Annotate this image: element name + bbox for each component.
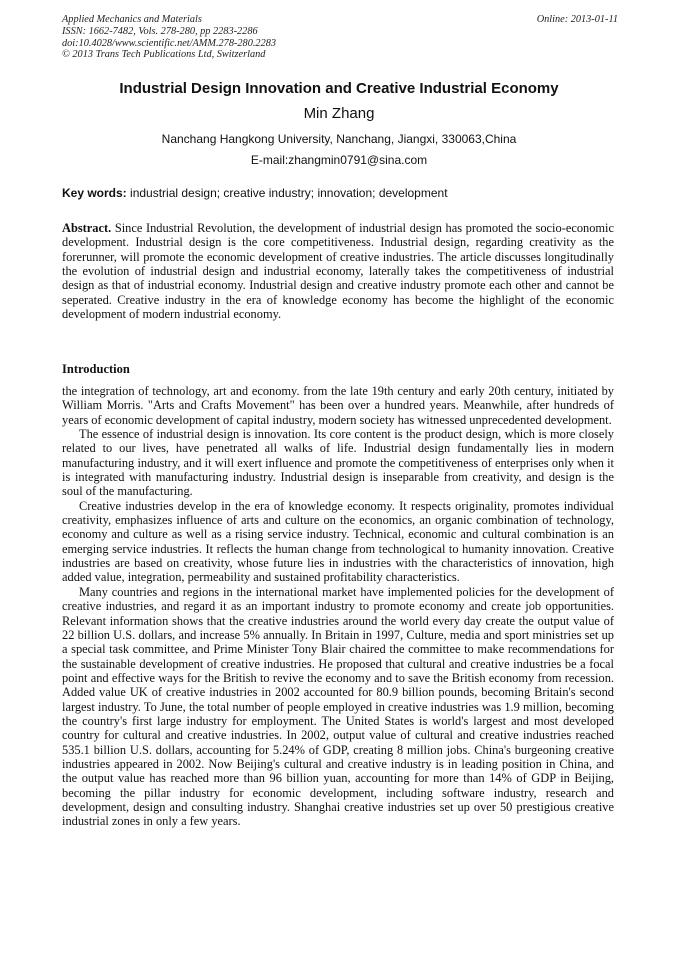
abstract-label: Abstract.: [62, 221, 112, 235]
doi-line: doi:10.4028/www.scientific.net/AMM.278-280.2283: [62, 37, 277, 49]
journal-header: [62, 14, 618, 61]
paragraph: Many countries and regions in the international market have implemented policies for the development of creative industries, and regard it as an important industry to promote economy and create job opportunities. Relevant information shows that the creative industries around the world every day create the output value of 22 billion U.S. dollars, and increase 5% annually. In Britain in 1997, Culture, media and sport ministries set up a special task committee, and Prime Minister Tony Blair chaired the committee to make recommendations for the sustainable development of creative industries. He proposed that cultural and creative industries be a focal point and effective ways for the British to revive the economy and to save the British economy from recession. Added value UK of creative industries in 2002 accounted for 80.9 billion pounds, becoming Britain's second largest industry. To June, the total number of people employed in creative industries was 1.9 million, becoming the country's first large industry for employment. The United States is world's largest and most developed country for cultural and creative industries. In 2002, output value of cultural and creative industries reached 535.1 billion U.S. dollars, accounting for 5.24% of GDP, creating 8 million jobs. China's burgeoning creative industries appeared in 2002. Now Beijing's cultural and creative industry is in leading position in China, and the output value has reached more than 96 billion yuan, accounting for more than 14% of GDP in Beijing, becoming the pillar industry for economic development, including software industry, research and development, design and consulting industry. Shanghai creative industries set up over 50 prestigious creative industrial zones in only a few years.: [62, 584, 614, 829]
section-heading: Introduction: [62, 362, 130, 376]
journal-name: Applied Mechanics and Materials: [62, 14, 202, 25]
author-email: E-mail:zhangmin0791@sina.com: [250, 153, 428, 167]
paper-title: Industrial Design Innovation and Creative Industrial Economy: [119, 80, 559, 97]
abstract: [62, 221, 614, 321]
keywords-label: Key words:: [62, 186, 127, 200]
author-name: Min Zhang: [303, 105, 375, 122]
copyright-line: © 2013 Trans Tech Publications Ltd, Switzerland: [62, 49, 266, 61]
issn-line: ISSN: 1662-7482, Vols. 278-280, pp 2283-2286: [62, 25, 258, 37]
paragraph: Creative industries develop in the era of knowledge economy. It respects originality, promotes individual creativity, emphasizes influence of arts and culture on the economics, an organic combination of technology, economy and culture as well as a rising service industry. Technical, economic and cultural combination is an emerging service industries. It reflects the human change from technological to humanity innovation. Creative industries are based on creativity, whose future lies in industries with the characteristics of innovation, high added value, integration, permeability and sustained profitability characteristics.: [62, 498, 614, 585]
abstract-text: Since Industrial Revolution, the development of industrial design has promoted the socio-economic development. Industrial design is the core competitiveness. Industrial design, regarding creativity as the forerunner, will promote the economic development of creative industries. The article discusses longitudinally the evolution of industrial design and industrial economy, laterally takes the competitiveness of industrial design as that of industrial economy. Industrial design and creative industry promote each other and cannot be seperated. Creative industry in the era of knowledge economy has become the highlight of the economic development of modern industrial economy.: [62, 221, 614, 322]
author-affiliation: Nanchang Hangkong University, Nanchang, Jiangxi, 330063,China: [161, 132, 517, 146]
keywords-text: industrial design; creative industry; innovation; development: [126, 186, 448, 200]
paragraph: The essence of industrial design is innovation. Its core content is the product design, which is more closely related to our lives, have penetrated all walks of life. Industrial design fundamentally lies in modern manufacturing industry, and it will exert influence and promote the competitiveness of enterprises only when it is integrated with manufacturing industry. Industrial design is inseparable from creativity, and design is the soul of the manufacturing.: [62, 427, 614, 499]
introduction-body: [62, 384, 614, 829]
online-date: Online: 2013-01-11: [536, 14, 618, 25]
paragraph: the integration of technology, art and economy. from the late 19th century and early 20th century, initiated by William Morris. "Arts and Crafts Movement" has been over a hundred years. Meanwhile, after hundreds of years of economic development of capital industry, modern society has witnessed unprecedented development.: [62, 384, 614, 427]
keywords: [62, 186, 618, 200]
